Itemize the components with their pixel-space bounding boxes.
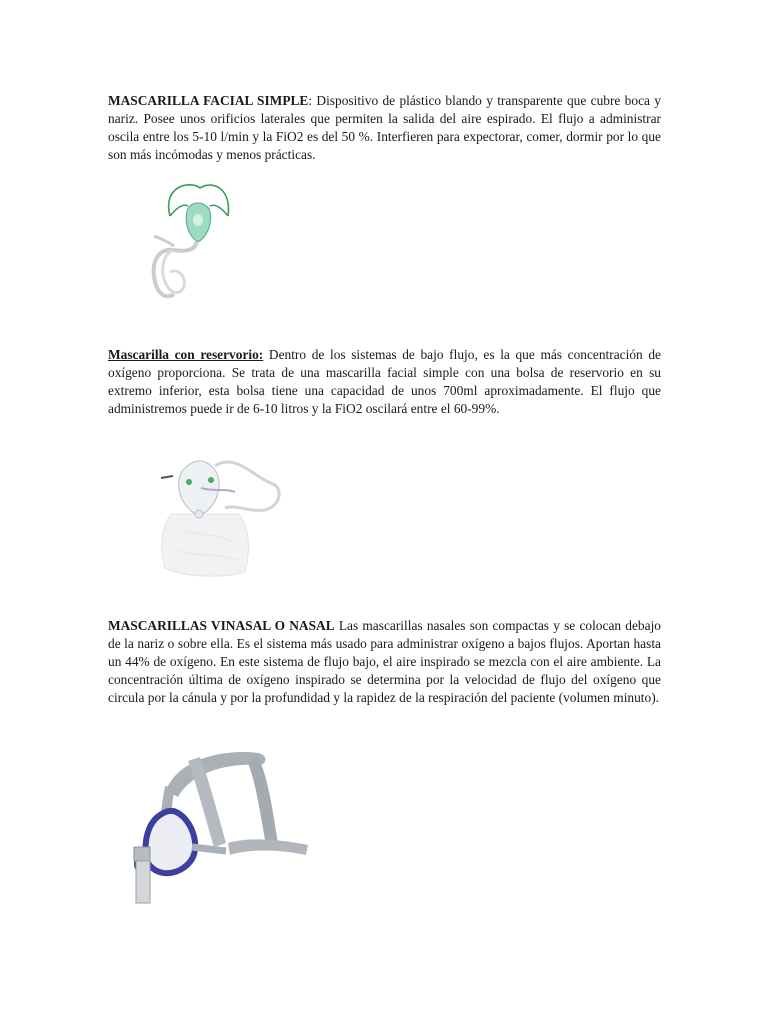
section-nasal-mask — [108, 617, 661, 707]
section-reservoir-mask — [108, 346, 661, 418]
nasal-mask-image — [108, 747, 323, 907]
heading-nasal-mask: MASCARILLAS VINASAL O NASAL — [108, 618, 335, 633]
reservoir-mask-image — [155, 448, 285, 583]
body-simple-mask: Dispositivo de plástico blando y transparente que cubre boca y nariz. Posee unos orificios laterales que permiten la salida del aire espirado. El flujo a administrar oscila entre los 5-10 l/min y la FiO2 es del 50 %. Interfieren para expectorar, comer, dormir por lo que son más incómodas y menos prácticas. — [108, 93, 661, 162]
simple-mask-image — [140, 176, 250, 311]
heading-reservoir-mask: Mascarilla con reservorio: — [108, 347, 264, 362]
heading-simple-mask: MASCARILLA FACIAL SIMPLE — [108, 93, 309, 108]
body-reservoir-mask: Dentro de los sistemas de bajo flujo, es la que más concentración de oxígeno proporciona. Se trata de una mascarilla facial simple con una bolsa de reservorio en su extremo inferior, esta bolsa tiene una capacidad de unos 700ml aproximadamente. El flujo que administremos puede ir de 6-10 litros y la FiO2 oscilará entre el 60-99%. — [108, 347, 661, 416]
section-simple-mask — [108, 92, 661, 164]
separator-simple-mask: : — [308, 93, 317, 108]
body-nasal-mask: Las mascarillas nasales son compactas y se colocan debajo de la nariz o sobre ella. Es el sistema más usado para administrar oxígeno a bajos flujos. Aportan hasta un 44% de oxígeno. En este sistema de flujo bajo, el aire inspirado se mezcla con el aire ambiente. La concentración última de oxígeno inspirado se determina por la velocidad de flujo del oxígeno que circula por la cánula y por la profundidad y la rapidez de la respiración del paciente (volumen minuto). — [108, 618, 661, 705]
